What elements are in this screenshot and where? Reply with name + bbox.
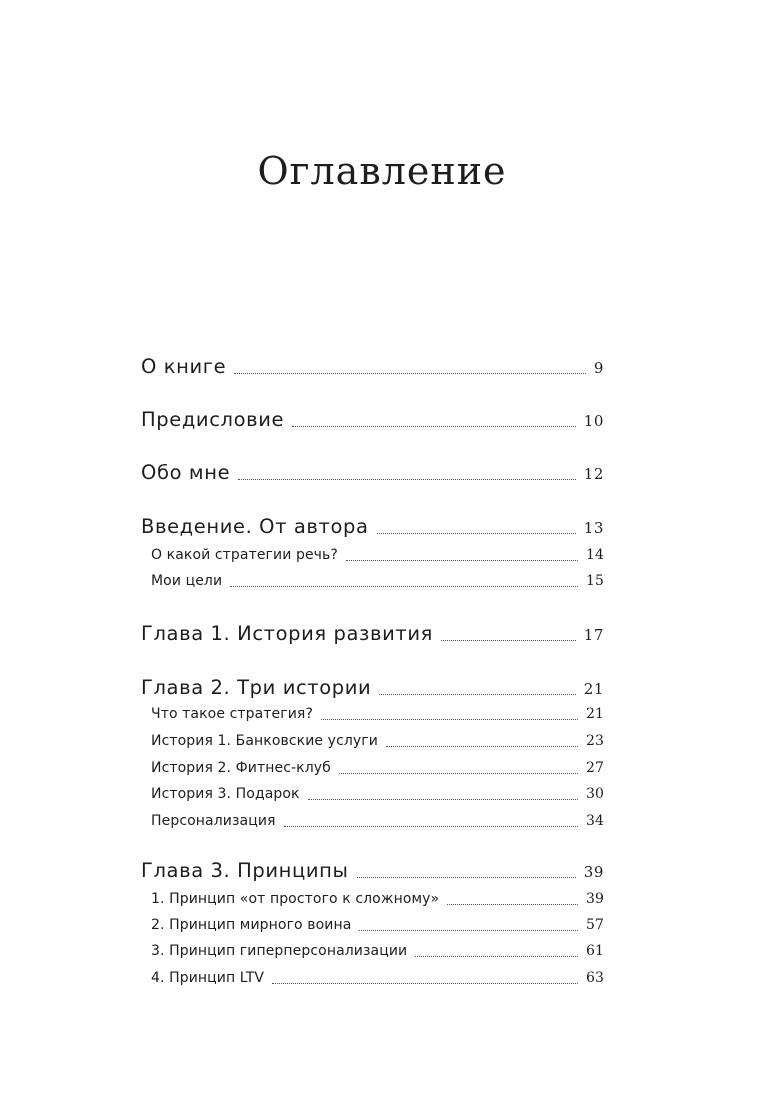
toc-entry-title: История 2. Фитнес-клуб [151,760,331,776]
toc-entry-page: 63 [585,970,604,986]
toc-entry[interactable] [0,619,764,649]
toc-entry[interactable] [0,512,764,542]
toc-entry-title: Мои цели [151,573,223,589]
toc-entry-title: Глава 1. История развития [141,622,433,645]
toc-entry-title: История 3. Подарок [151,786,300,802]
toc-subentry[interactable] [0,702,764,726]
toc-entry-title: О какой стратегии речь? [151,547,338,563]
toc-subentry[interactable] [0,939,764,963]
toc-entry-title: 1. Принцип «от простого к сложному» [151,891,440,907]
toc-entry[interactable] [0,352,764,382]
toc-entry-title: История 1. Банковские услуги [151,733,378,749]
dot-leader [238,477,576,480]
dot-leader [359,928,578,931]
toc-entry-page: 9 [593,359,604,377]
toc-entry[interactable] [0,405,764,435]
dot-leader [272,981,578,984]
toc-subentry[interactable] [0,543,764,567]
toc-entry-page: 57 [585,917,604,933]
toc-entry[interactable] [0,673,764,703]
toc-entry-title: 3. Принцип гиперперсонализации [151,943,408,959]
toc-entry-title: Персонализация [151,813,276,829]
dot-leader [230,584,578,587]
toc-entry-page: 21 [583,680,604,698]
toc-entry-page: 27 [585,760,604,776]
dot-leader [379,692,575,695]
toc-entry-page: 39 [583,863,604,881]
dot-leader [292,424,576,427]
dot-leader [284,824,578,827]
toc-entry-title: 2. Принцип мирного воина [151,917,352,933]
dot-leader [234,371,586,374]
dot-leader [447,902,578,905]
toc-entry-title: Глава 3. Принципы [141,859,349,882]
toc-entry[interactable] [0,856,764,886]
toc-entry-page: 21 [585,706,604,722]
page-title: Оглавление [257,149,507,194]
toc-subentry[interactable] [0,809,764,833]
toc-entry-title: 4. Принцип LTV [151,970,265,986]
dot-leader [339,771,578,774]
dot-leader [308,797,578,800]
toc-subentry[interactable] [0,756,764,780]
toc-subentry[interactable] [0,569,764,593]
dot-leader [377,531,576,534]
toc-subentry[interactable] [0,782,764,806]
toc-subentry[interactable] [0,887,764,911]
toc-entry-page: 17 [583,626,604,644]
toc-entry-page: 34 [585,813,604,829]
toc-entry-title: Обо мне [141,461,231,484]
dot-leader [415,954,578,957]
toc-entry-page: 23 [585,733,604,749]
toc-subentry[interactable] [0,913,764,937]
dot-leader [357,875,576,878]
toc-entry-page: 12 [583,465,604,483]
toc-entry-page: 30 [585,786,604,802]
toc-entry-page: 10 [583,412,604,430]
dot-leader [346,558,578,561]
toc-entry-page: 15 [585,573,604,589]
dot-leader [321,717,578,720]
toc-entry-page: 13 [583,519,604,537]
dot-leader [386,744,578,747]
toc-entry-title: Глава 2. Три истории [141,676,372,699]
dot-leader [441,638,576,641]
toc-entry-title: О книге [141,355,227,378]
toc-subentry[interactable] [0,729,764,753]
toc-entry-page: 14 [585,547,604,563]
toc-entry-title: Введение. От автора [141,515,369,538]
toc-entry-page: 61 [585,943,604,959]
toc-entry-title: Что такое стратегия? [151,706,313,722]
toc-entry-title: Предисловие [141,408,285,431]
toc-entry-page: 39 [585,891,604,907]
toc-entry[interactable] [0,458,764,488]
toc-subentry[interactable] [0,966,764,990]
